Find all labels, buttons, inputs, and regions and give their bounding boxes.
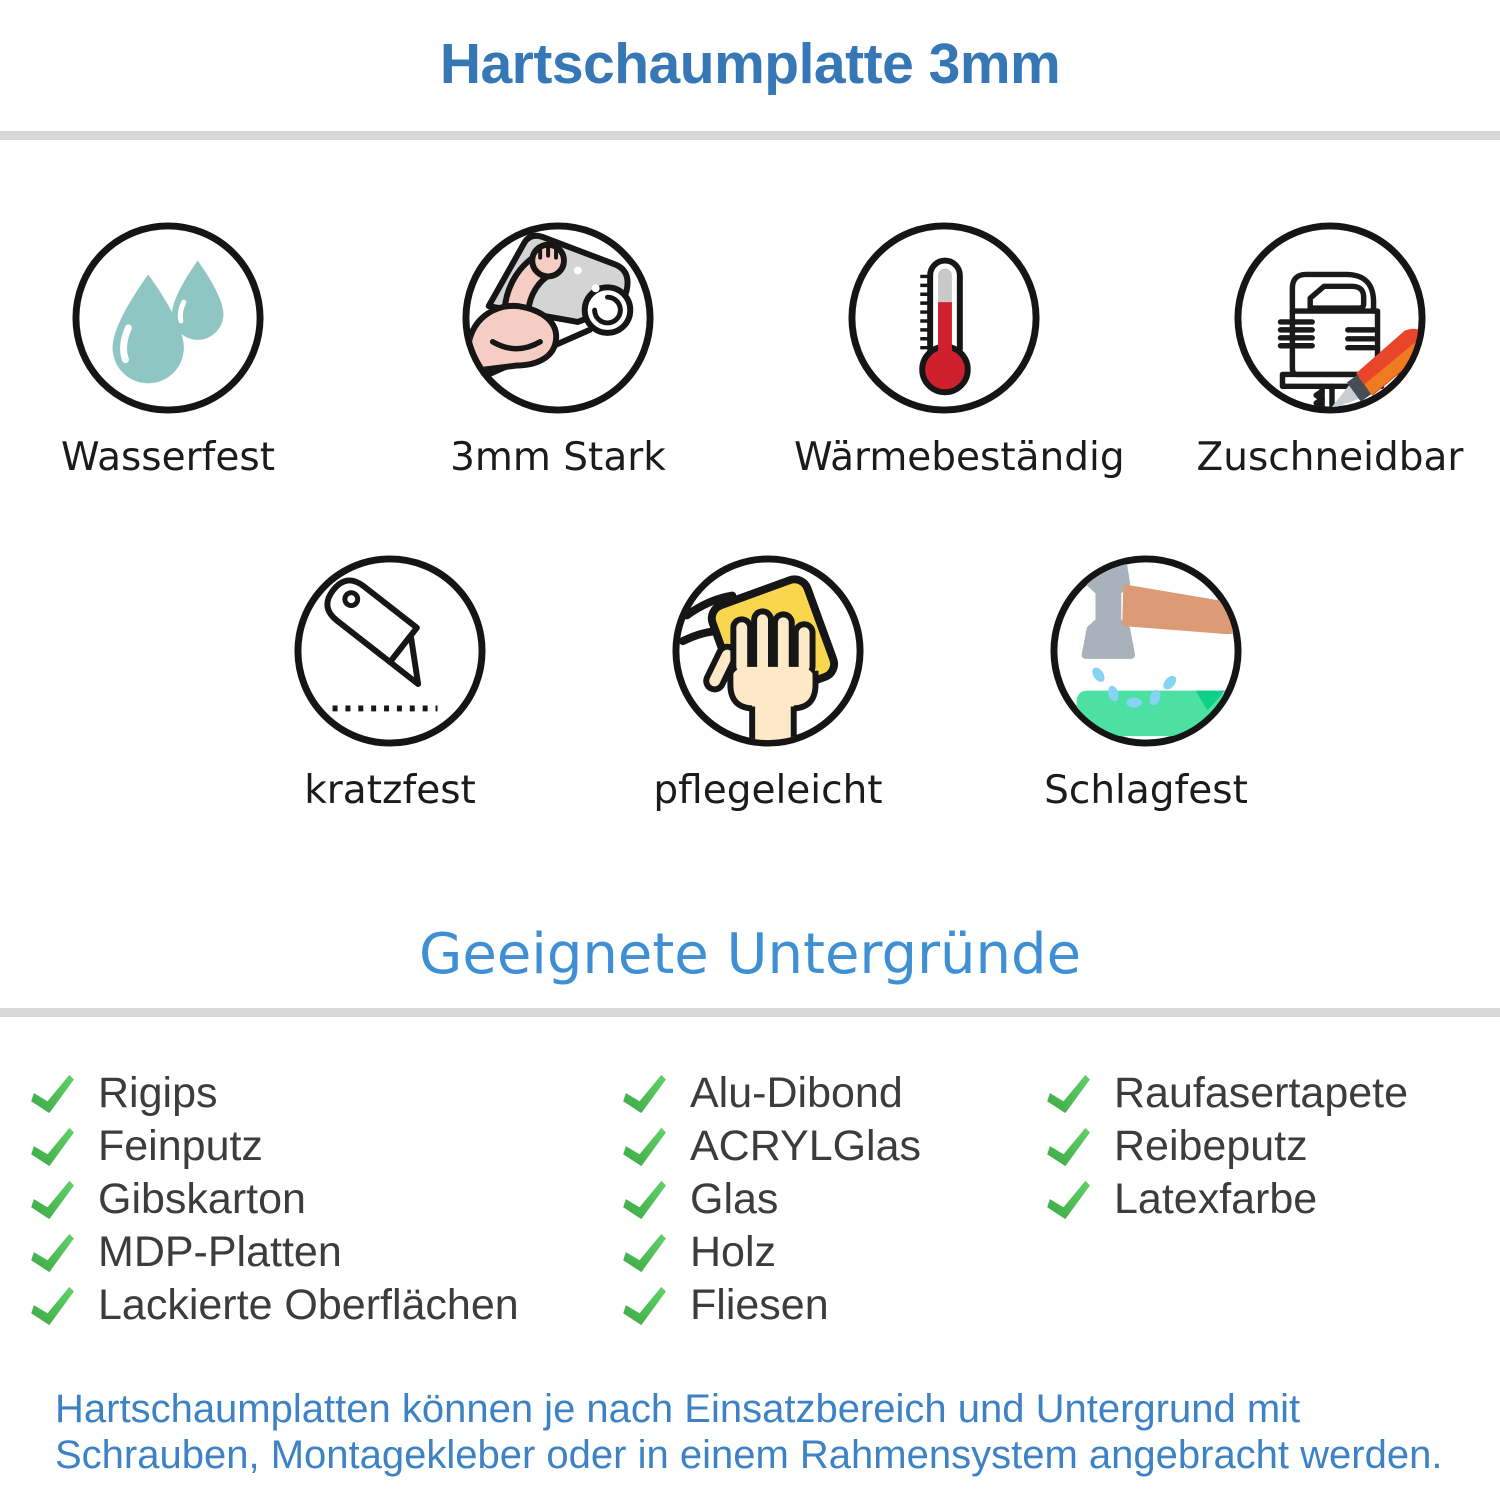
feature-label: Zuschneidbar — [1196, 435, 1464, 480]
substrate-label: Holz — [690, 1228, 777, 1276]
checkmark-icon — [622, 1286, 668, 1326]
substrate-label: Lackierte Oberflächen — [98, 1281, 519, 1329]
footer-line-1: Hartschaumplatten können je nach Einsatzbereich und Untergrund mit — [55, 1387, 1301, 1431]
footer-line-2: Schrauben, Montagekleber oder in einem Rahmensystem angebracht werden. — [55, 1433, 1443, 1477]
list-item — [30, 1226, 519, 1279]
footer-note — [55, 1386, 1485, 1478]
substrate-label: Latexfarbe — [1114, 1175, 1318, 1223]
water-drops-icon — [69, 219, 267, 417]
substrate-label: Fliesen — [690, 1281, 829, 1329]
substrate-label: Raufasertapete — [1114, 1069, 1409, 1117]
feature-pflegeleicht — [618, 552, 918, 813]
checkmark-icon — [1046, 1074, 1092, 1114]
feature-label: Wärmebeständig — [794, 435, 1125, 480]
feature-label: 3mm Stark — [450, 435, 666, 480]
list-item — [30, 1067, 519, 1120]
substrate-label: Feinputz — [98, 1122, 263, 1170]
checkmark-icon — [622, 1233, 668, 1273]
substrate-label: MDP-Platten — [98, 1228, 342, 1276]
list-item — [622, 1279, 921, 1332]
feature-label: Wasserfest — [61, 435, 275, 480]
substrate-label: Rigips — [98, 1069, 218, 1117]
feature-wasserfest — [18, 219, 318, 480]
checkmark-icon — [30, 1233, 76, 1273]
hammer-icon — [1047, 552, 1245, 750]
cleaning-hand-icon — [669, 552, 867, 750]
section-title: Geeignete Untergründe — [418, 922, 1082, 987]
substrate-label: Gibskarton — [98, 1175, 306, 1223]
substrate-column-2 — [622, 1067, 921, 1332]
divider-bar — [0, 1008, 1500, 1017]
checkmark-icon — [622, 1127, 668, 1167]
list-item — [622, 1226, 921, 1279]
list-item — [622, 1120, 921, 1173]
list-item — [30, 1120, 519, 1173]
substrate-label: Reibeputz — [1114, 1122, 1308, 1170]
checkmark-icon — [30, 1074, 76, 1114]
feature-waermebestaendig — [794, 219, 1125, 480]
feature-label: Schlagfest — [1044, 768, 1248, 813]
list-item — [30, 1173, 519, 1226]
checkmark-icon — [30, 1180, 76, 1220]
substrate-label: Alu-Dibond — [690, 1069, 903, 1117]
checkmark-icon — [30, 1286, 76, 1326]
checkmark-icon — [1046, 1180, 1092, 1220]
list-item — [30, 1279, 519, 1332]
feature-3mm-stark — [408, 219, 708, 480]
checkmark-icon — [622, 1180, 668, 1220]
list-item — [622, 1067, 921, 1120]
page-title: Hartschaumplatte 3mm — [439, 32, 1061, 96]
list-item — [1046, 1173, 1408, 1226]
substrate-label: Glas — [690, 1175, 779, 1223]
list-item — [1046, 1120, 1408, 1173]
checkmark-icon — [622, 1074, 668, 1114]
utility-knife-icon — [291, 552, 489, 750]
list-item — [1046, 1067, 1408, 1120]
muscle-arm-icon — [459, 219, 657, 417]
substrate-label: ACRYLGlas — [690, 1122, 922, 1170]
substrate-column-1 — [30, 1067, 519, 1332]
jigsaw-icon — [1231, 219, 1429, 417]
feature-label: pflegeleicht — [653, 768, 883, 813]
feature-zuschneidbar — [1180, 219, 1480, 480]
feature-schlagfest — [996, 552, 1296, 813]
checkmark-icon — [30, 1127, 76, 1167]
substrate-column-3 — [1046, 1067, 1408, 1226]
checkmark-icon — [1046, 1127, 1092, 1167]
feature-kratzfest — [240, 552, 540, 813]
feature-label: kratzfest — [304, 768, 476, 813]
thermometer-icon — [845, 219, 1043, 417]
list-item — [622, 1173, 921, 1226]
divider-bar — [0, 131, 1500, 140]
